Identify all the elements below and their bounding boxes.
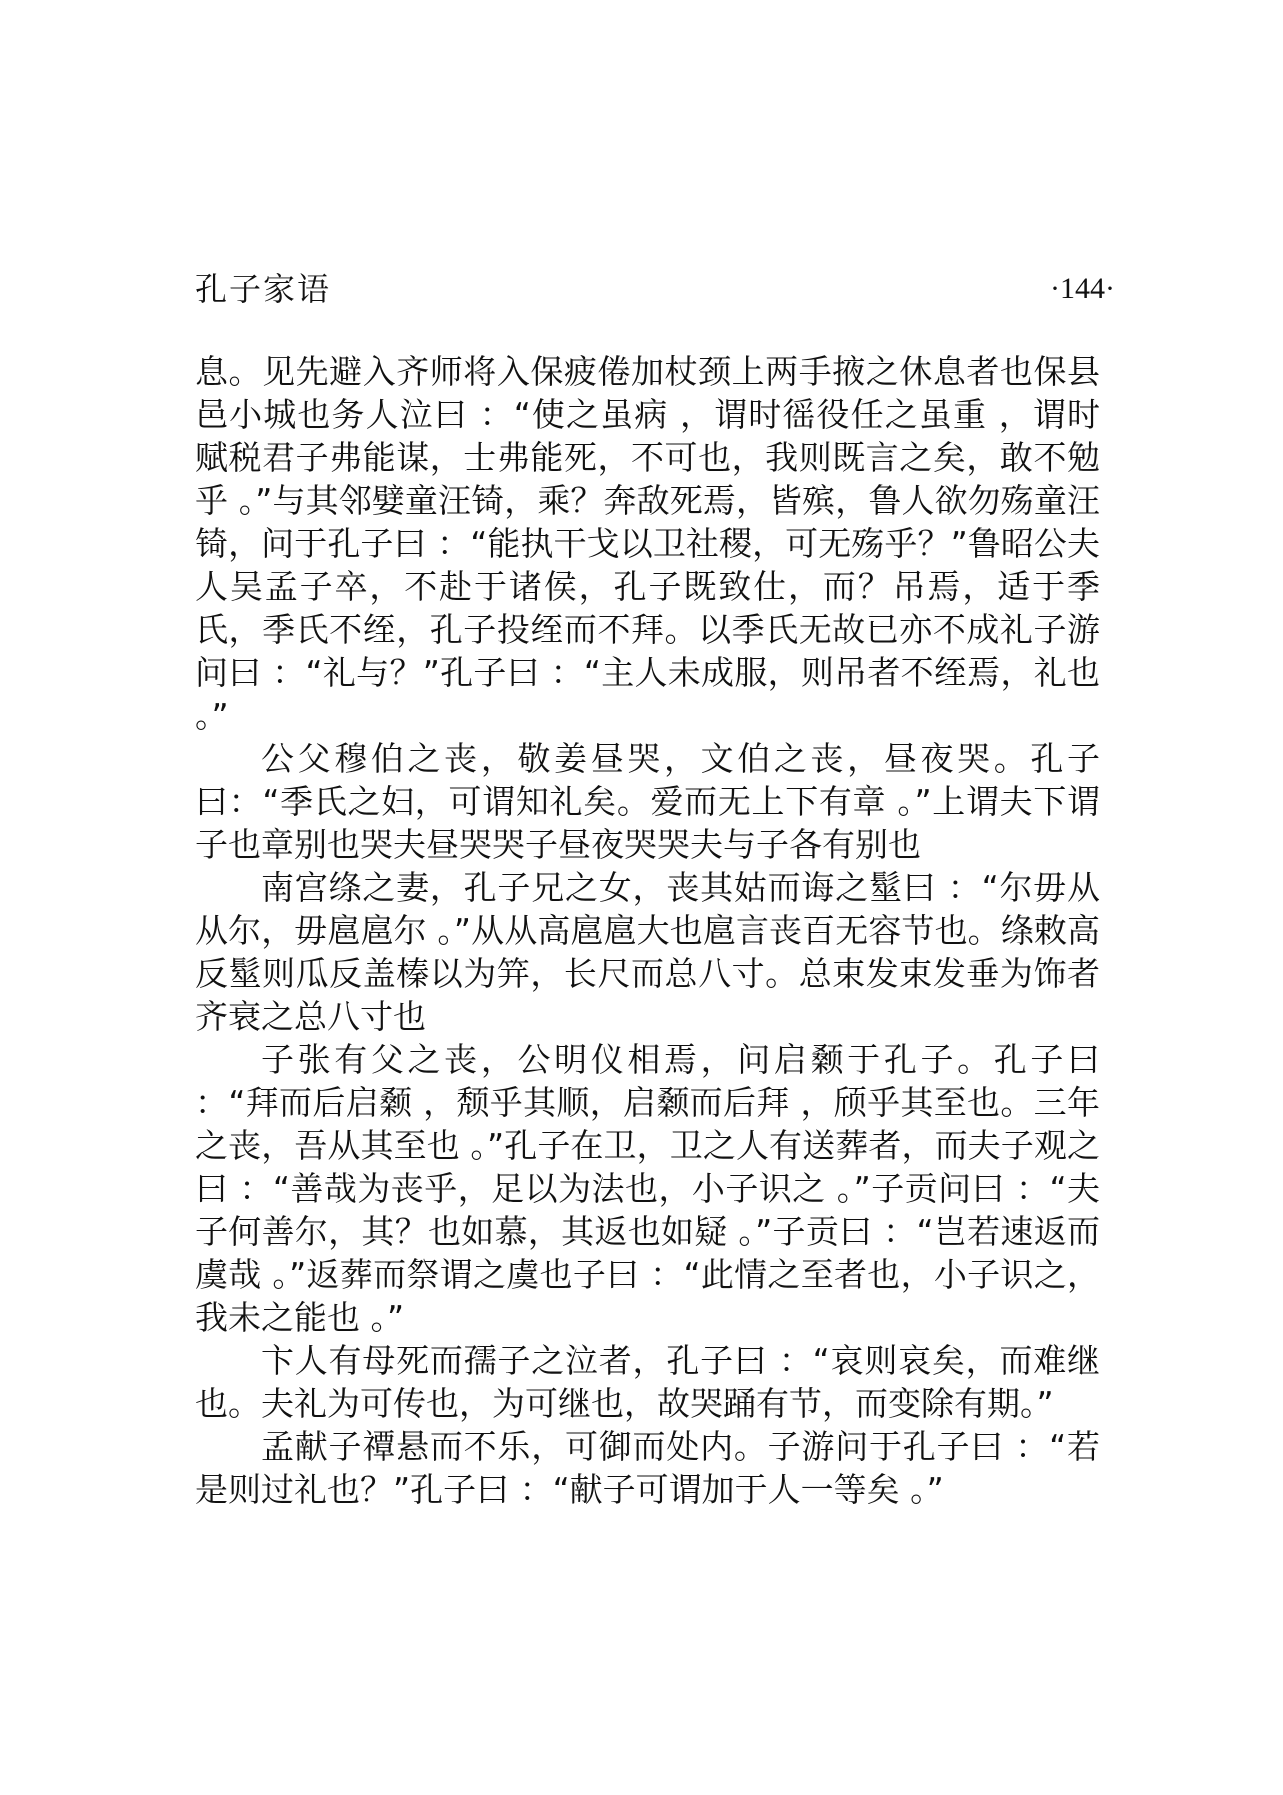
paragraph: 孟献子禫悬而不乐，可御而处内。子游问于孔子曰 ：“若是则过礼也？”孔子曰 ：“献子可谓加于人一等矣 。”: [195, 1427, 1100, 1509]
paragraph: 公父穆伯之丧，敬姜昼哭，文伯之丧，昼夜哭。孔子曰：“季氏之妇，可谓知礼矣。爱而无上下有章 。”上谓夫下谓子也章别也哭夫昼哭哭子昼夜哭哭夫与子各有别也: [195, 739, 1100, 864]
body-text: [195, 350, 1100, 1511]
paragraph: 息。见先避入齐师将入保疲倦加杖颈上两手掖之休息者也保县邑小城也务人泣曰 ：“使之虽病 ，谓时徭役任之虽重 ，谓时赋税君子弗能谋，士弗能死，不可也，我则既言之矣，敢不勉乎 。”与其邻嬖童汪锜，乘？奔敌死焉，皆殡，鲁人欲勿殇童汪锜，问于孔子曰 ：“能执干戈以卫社稷，可无殇乎？”鲁昭公夫人吴孟子卒，不赴于诸侯，孔子既致仕，而？吊焉，适于季氏，季氏不绖，孔子投绖而不拜。以季氏无故已亦不成礼子游问曰 ：“礼与？”孔子曰 ：“主人未成服，则吊者不绖焉，礼也 。”: [195, 352, 1100, 735]
paragraph: 南宫绦之妻，孔子兄之女，丧其姑而诲之髽曰 ：“尔毋从从尔，毋扈扈尔 。”从从高扈扈大也扈言丧百无容节也。绦敕高反髽则瓜反盖榛以为笄，长尺而总八寸。总束发束发垂为饰者齐衰之总八寸也: [195, 868, 1100, 1036]
paragraph: 子张有父之丧，公明仪相焉，问启颡于孔子。孔子曰 ：“拜而后启颡 ，颓乎其顺，启颡而后拜 ，颀乎其至也。三年之丧，吾从其至也 。”孔子在卫，卫之人有送葬者，而夫子观之曰 ：“善哉为丧乎，足以为法也，小子识之 。”子贡问曰 ：“夫子何善尔，其？也如慕，其返也如疑 。”子贡曰 ：“岂若速返而虞哉 。”返葬而祭谓之虞也子曰 ：“此情之至者也，小子识之，我未之能也 。”: [195, 1040, 1100, 1337]
book-title: 孔子家语: [195, 270, 332, 308]
page-number: ·144·: [1050, 272, 1115, 305]
paragraph: 卞人有母死而孺子之泣者，孔子曰 ：“哀则哀矣，而难继也。夫礼为可传也，为可继也，故哭踊有节，而变除有期。”: [195, 1341, 1100, 1423]
running-head: [195, 265, 1115, 313]
